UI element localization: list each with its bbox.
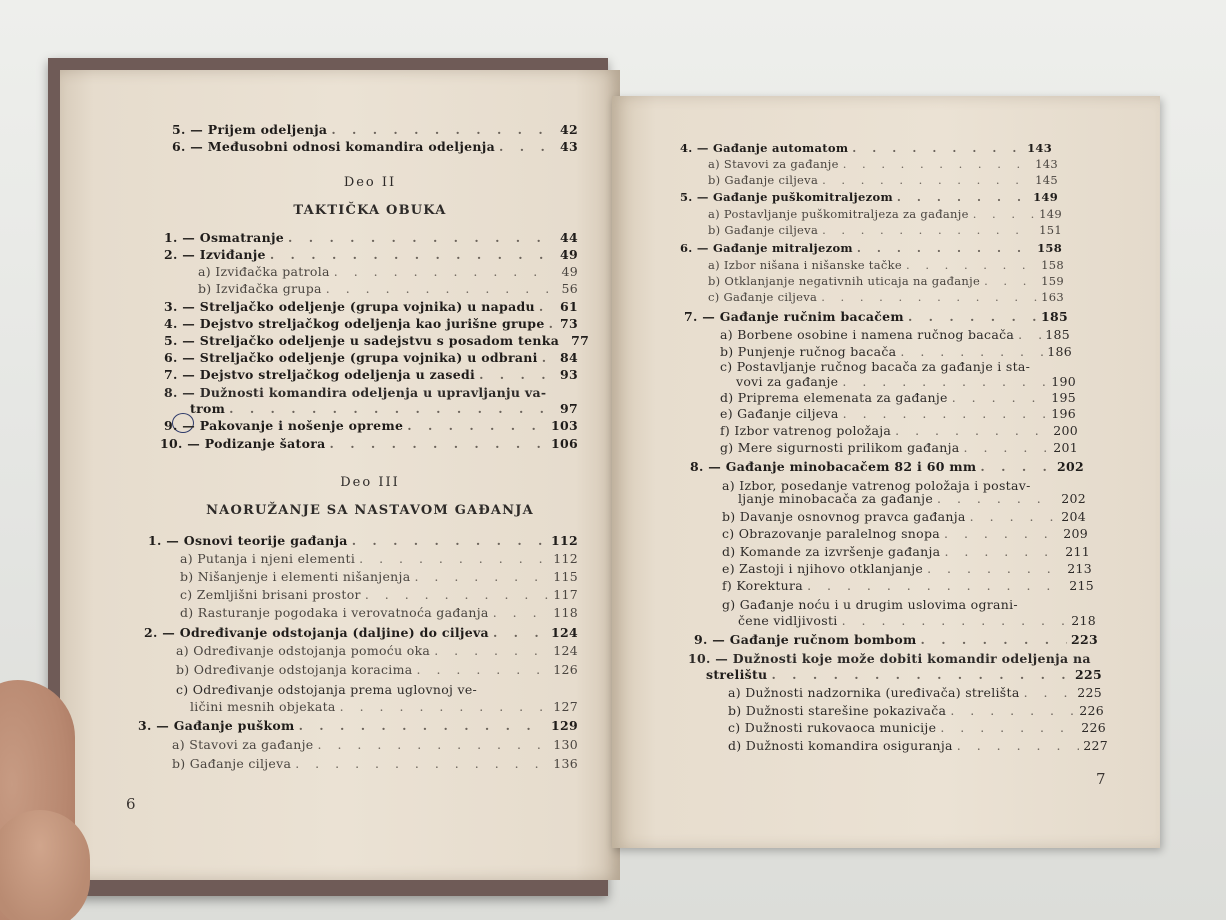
- toc-subentry-line1: g) Gađanje noću i u drugim uslovima ograni-: [722, 597, 1018, 612]
- toc-subentry-line2: ličini mesnih objekata . . . 127: [190, 699, 578, 714]
- toc-subentry: b) Gađanje ciljeva . . . 136: [172, 756, 578, 771]
- toc-subentry: g) Mere sigurnosti prilikom gađanja . . . 201: [720, 440, 1078, 455]
- toc-subentry-line2: čene vidljivosti . . . 218: [738, 613, 1096, 628]
- toc-entry: 7. — Gađanje ručnim bacačem . . . 185: [684, 309, 1068, 324]
- toc-subentry: b) Otklanjanje negativnih uticaja na gađanje . . . 159: [708, 274, 1064, 288]
- toc-subentry: c) Obrazovanje paralelnog snopa . . . 209: [722, 526, 1088, 541]
- toc-subentry-line2: ljanje minobacača za gađanje . . . 202: [738, 491, 1086, 506]
- toc-subentry: c) Zemljišni brisani prostor . . . 117: [180, 587, 578, 602]
- toc-entry: 1. — Osmatranje . . . 44: [164, 230, 578, 245]
- toc-subentry: f) Izbor vatrenog položaja . . . 200: [720, 423, 1078, 438]
- toc-subentry: c) Gađanje ciljeva . . . 163: [708, 290, 1064, 304]
- toc-subentry: a) Određivanje odstojanja pomoću oka . . . 124: [176, 643, 578, 658]
- toc-entry: 6. — Gađanje mitraljezom . . . 158: [680, 241, 1062, 255]
- page-number-left: 6: [126, 795, 136, 813]
- toc-entry: 5. — Prijem odeljenja . . . 42: [172, 122, 578, 137]
- hand-thumb: [0, 810, 90, 920]
- toc-entry: 9. — Pakovanje i nošenje opreme . . . 103: [164, 418, 578, 433]
- toc-subentry: d) Priprema elemenata za gađanje . . . 195: [720, 390, 1076, 405]
- toc-subentry-line1: a) Izbor, posedanje vatrenog položaja i postav-: [722, 478, 1031, 493]
- part-heading: NAORUŽANJE SA NASTAVOM GAĐANJA: [206, 503, 534, 518]
- toc-entry: 5. — Streljačko odeljenje u sadejstvu s posadom tenka 77: [164, 333, 590, 348]
- toc-subentry: a) Stavovi za gađanje . . . 143: [708, 157, 1058, 171]
- toc-entry-line1: 10. — Dužnosti koje može dobiti komandir odeljenja na: [688, 651, 1091, 666]
- toc-subentry: b) Punjenje ručnog bacača . . . 186: [720, 344, 1072, 359]
- toc-entry: 3. — Streljačko odeljenje (grupa vojnika) u napadu . . . 61: [164, 299, 578, 314]
- toc-subentry: a) Izviđačka patrola . . . 49: [198, 264, 578, 279]
- toc-subentry-line1: c) Određivanje odstojanja prema uglovnoj ve-: [176, 682, 478, 697]
- toc-subentry: b) Izviđačka grupa . . . 56: [198, 281, 578, 296]
- toc-subentry: c) Dužnosti rukovaoca municije . . . 226: [728, 720, 1106, 735]
- toc-entry: 9. — Gađanje ručnom bombom . . . 223: [694, 632, 1098, 647]
- toc-entry: 4. — Dejstvo streljačkog odeljenja kao jurišne grupe . . . 73: [164, 316, 578, 331]
- toc-entry: 8. — Gađanje minobacačem 82 i 60 mm . . . 202: [690, 459, 1084, 474]
- toc-subentry: d) Rasturanje pogodaka i verovatnoća gađanja . . . 118: [180, 605, 578, 620]
- toc-entry-line2: strelištu . . . 225: [706, 667, 1102, 682]
- toc-entry: 6. — Međusobni odnosi komandira odeljenja . . . 43: [172, 139, 578, 154]
- part-title: Deo III: [340, 475, 400, 490]
- part-heading: TAKTIČKA OBUKA: [293, 203, 447, 218]
- toc-entry: 7. — Dejstvo streljačkog odeljenja u zasedi . . . 93: [164, 367, 578, 382]
- toc-entry: 2. — Izviđanje . . . 49: [164, 247, 578, 262]
- toc-entry: 6. — Streljačko odeljenje (grupa vojnika) u odbrani . . . 84: [164, 350, 578, 365]
- toc-subentry: b) Davanje osnovnog pravca gađanja . . . 204: [722, 509, 1086, 524]
- toc-subentry: a) Izbor nišana i nišanske tačke . . . 158: [708, 258, 1064, 272]
- toc-entry: 10. — Podizanje šatora . . . 106: [160, 436, 578, 451]
- toc-subentry: a) Borbene osobine i namena ručnog bacača . . . 185: [720, 327, 1070, 342]
- toc-entry: 1. — Osnovi teorije gađanja . . . 112: [148, 533, 578, 548]
- toc-entry: 4. — Gađanje automatom . . . 143: [680, 141, 1052, 155]
- toc-subentry: a) Postavljanje puškomitraljeza za gađanje . . . 149: [708, 207, 1062, 221]
- part-title: Deo II: [343, 175, 397, 190]
- toc-subentry: d) Dužnosti komandira osiguranja . . . 227: [728, 738, 1108, 753]
- page-number-right: 7: [1096, 770, 1106, 788]
- toc-entry: 2. — Određivanje odstojanja (daljine) do ciljeva . . . 124: [144, 625, 578, 640]
- toc-entry: 3. — Gađanje puškom . . . 129: [138, 718, 578, 733]
- toc-entry-line2: trom . . . 97: [190, 401, 578, 416]
- toc-subentry: f) Korektura . . . 215: [722, 578, 1094, 593]
- toc-subentry-line2: vovi za gađanje . . . 190: [736, 374, 1076, 389]
- toc-subentry: b) Gađanje ciljeva . . . 151: [708, 223, 1062, 237]
- toc-entry-line1: 8. — Dužnosti komandira odeljenja u upravljanju va-: [164, 385, 547, 400]
- toc-subentry: a) Dužnosti nadzornika (uređivača) strelišta . . . 225: [728, 685, 1102, 700]
- toc-entry: 5. — Gađanje puškomitraljezom . . . 149: [680, 190, 1058, 204]
- toc-subentry: b) Dužnosti starešine pokazivača . . . 226: [728, 703, 1104, 718]
- toc-subentry: a) Stavovi za gađanje . . . 130: [172, 737, 578, 752]
- toc-subentry: a) Putanja i njeni elementi . . . 112: [180, 551, 578, 566]
- toc-subentry: b) Nišanjenje i elementi nišanjenja . . . 115: [180, 569, 578, 584]
- toc-subentry: d) Komande za izvršenje gađanja . . . 211: [722, 544, 1090, 559]
- toc-subentry: b) Određivanje odstojanja koracima . . . 126: [176, 662, 578, 677]
- toc-subentry: e) Zastoji i njihovo otklanjanje . . . 213: [722, 561, 1092, 576]
- toc-subentry: e) Gađanje ciljeva . . . 196: [720, 406, 1076, 421]
- toc-subentry-line1: c) Postavljanje ručnog bacača za gađanje i sta-: [720, 359, 1031, 374]
- toc-subentry: b) Gađanje ciljeva . . . 145: [708, 173, 1058, 187]
